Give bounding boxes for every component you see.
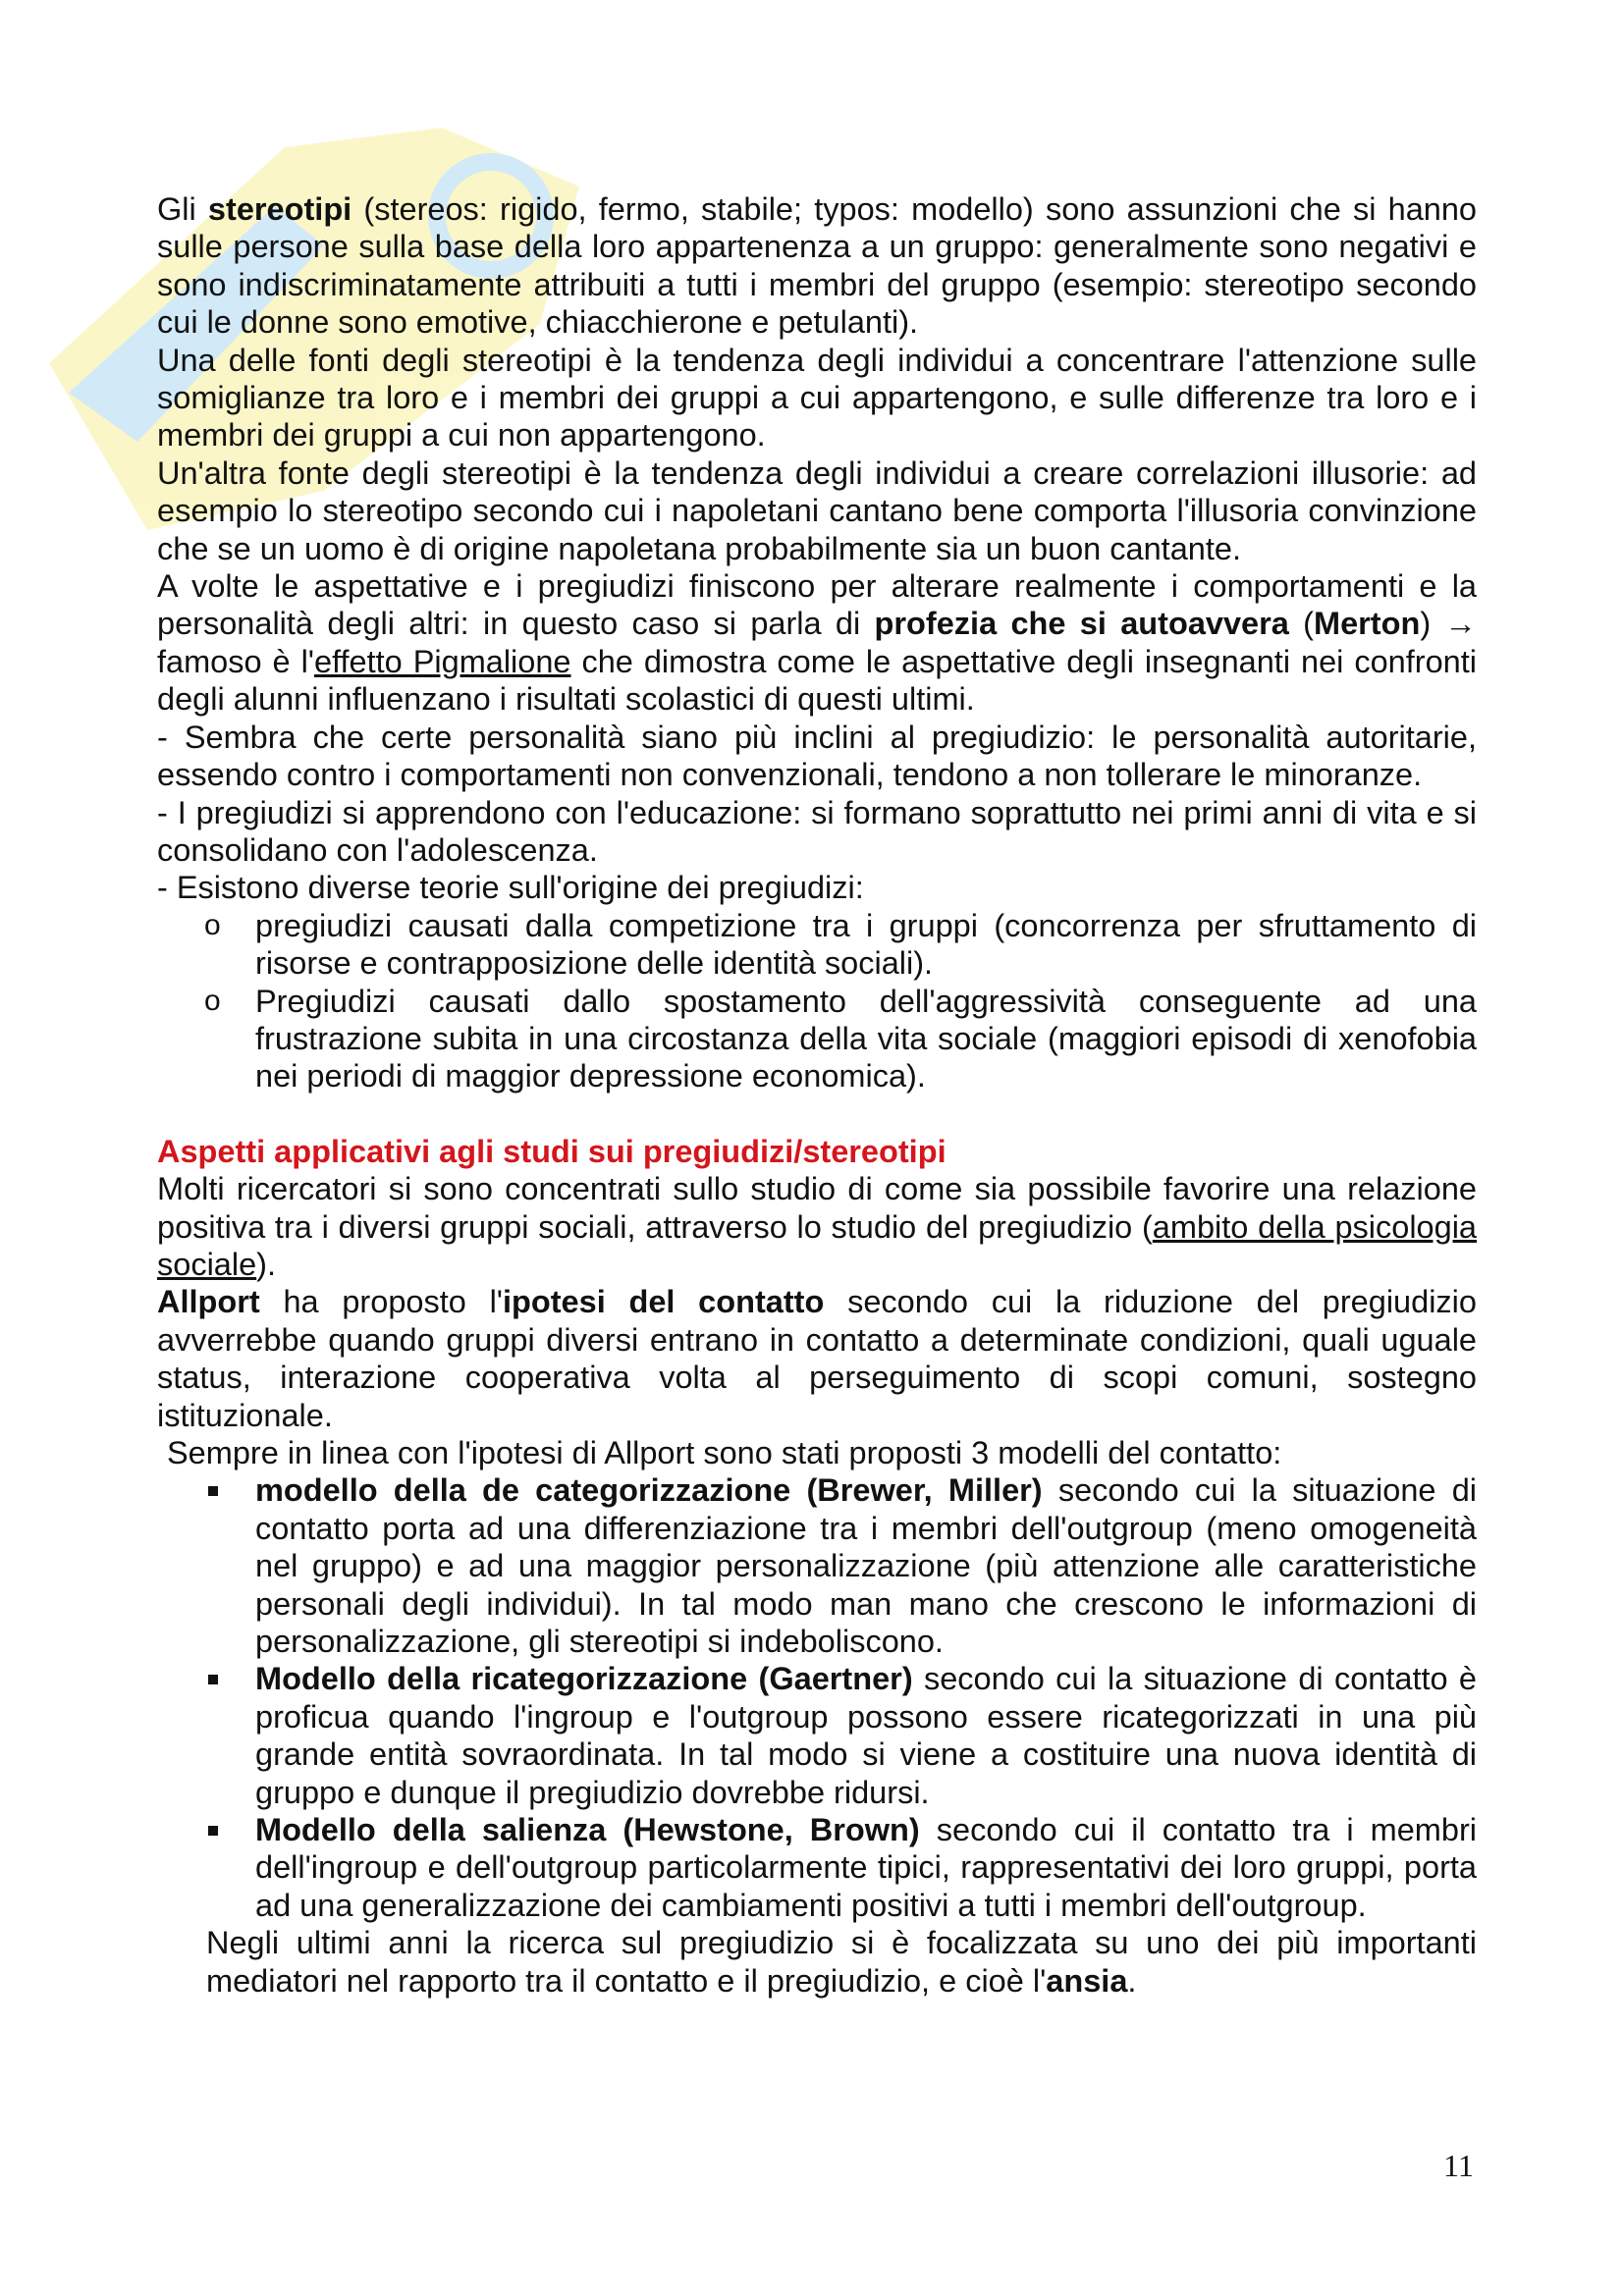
section-heading: Aspetti applicativi agli studi sui pregiudizi/stereotipi [157,1133,947,1169]
paragraph-origin-theories: - Esistono diverse teorie sull'origine dei pregiudizi: [157,870,864,906]
paragraph-contact-models-intro: Sempre in linea con l'ipotesi di Allport sono stati proposti 3 modelli del contatto: [167,1435,1282,1470]
list-item: Modello della salienza (Hewstone, Brown) secondo cui il contatto tra i membri dell'ingroup e dell'outgroup particolarmente tipici, rappresentativi dei loro gruppi, porta ad una generalizzazione dei cambiamenti positivi a tutti i membri dell'outgroup. [157,1811,1477,1924]
circle-bullet-icon: o [204,984,221,1017]
paragraph-learned-prejudice: - I pregiudizi si apprendono con l'educazione: si formano soprattutto nei primi anni di vita e si consolidano con l'adolescenza. [157,794,1477,868]
term-stereotipi: stereotipi [207,191,352,227]
list-item: Modello della ricategorizzazione (Gaertner) secondo cui la situazione di contatto è proficua quando l'ingroup e l'outgroup possono essere ricategorizzati in una più grande entità sovraordinata. In tal modo si viene a costituire una nuova identità di gruppo e dunque il pregiudizio dovrebbe ridursi. [157,1660,1477,1811]
term-ipotesi-contatto: ipotesi del contatto [503,1284,825,1320]
page-number: 11 [1443,2148,1474,2183]
paragraph-anxiety-mediator: Negli ultimi anni la ricerca sul pregiudizio si è focalizzata su uno dei più importanti mediatori nel rapporto tra il contatto e il pregiudizio, e cioè l'ansia. [206,1925,1477,1999]
paragraph-contact-hypothesis: Allport ha proposto l'ipotesi del contatto secondo cui la riduzione del pregiudizio avverrebbe quando gruppi diversi entrano in contatto a determinate condizioni, quali uguale status, interazione cooperativa volta al perseguimento di scopi comuni, sostegno istituzionale. [157,1284,1477,1433]
term-ansia: ansia [1046,1962,1128,1999]
circle-bullet-icon: o [204,908,221,941]
term-psicologia-sociale: ambito della psicologia sociale [157,1208,1477,1282]
term-profezia: profezia che si autoavvera [874,606,1289,642]
square-bullet-icon [208,1826,218,1836]
term-effetto-pigmalione: effetto Pigmalione [314,643,571,679]
author-merton: Merton [1314,606,1421,642]
contact-models-list [157,1471,1477,1924]
list-item: modello della de categorizzazione (Brewer, Miller) secondo cui la situazione di contatto porta ad una differenziazione tra i membri dell'outgroup (meno omogeneità nel gruppo) e ad una maggior personalizzazione (più attenzione alle caratteristiche personali degli individui). In tal modo man mano che crescono le informazioni di personalizzazione, gli stereotipi si indeboliscono. [157,1471,1477,1660]
paragraph-research-focus: Molti ricercatori si sono concentrati sullo studio di come sia possibile favorire una relazione positiva tra i diversi gruppi sociali, attraverso lo studio del pregiudizio (ambito della psicologia sociale). [157,1171,1477,1282]
list-item: o pregiudizi causati dalla competizione tra i gruppi (concorrenza per sfruttamento di risorse e contrapposizione delle identità sociali). [204,907,1477,982]
paragraph-stereotype-source-2: Un'altra fonte degli stereotipi è la tendenza degli individui a creare correlazioni illusorie: ad esempio lo stereotipo secondo cui i napoletani cantano bene comporta l'illusoria convinzione che se un uomo è di origine napoletana probabilmente sia un buon cantante. [157,454,1477,566]
arrow-right-icon: → [1444,606,1477,642]
author-allport: Allport [157,1284,260,1320]
document-body [157,190,1477,2000]
paragraph-stereotype-source-1: Una delle fonti degli stereotipi è la tendenza degli individui a concentrare l'attenzione sulle somiglianze tra loro e i membri dei gruppi a cui appartengono, e sulle differenze tra loro e i membri dei gruppi a cui non appartengono. [157,342,1477,454]
paragraph-self-fulfilling-prophecy: A volte le aspettative e i pregiudizi finiscono per alterare realmente i comportamenti e la personalità degli altri: in questo caso si parla di profezia che si autoavvera (Merton) → famoso è l'effetto Pigmalione che dimostra come le aspettative degli insegnanti nei confronti degli alunni influenzano i risultati scolastici di questi ultimi. [157,568,1477,718]
origin-theories-list [157,907,1477,1095]
list-item: o Pregiudizi causati dallo spostamento dell'aggressività conseguente ad una frustrazione subita in una circostanza della vita sociale (maggiori episodi di xenofobia nei periodi di maggior depressione economica). [204,983,1477,1095]
square-bullet-icon [208,1486,218,1496]
paragraph-stereotypes-definition: Gli stereotipi (stereos: rigido, fermo, stabile; typos: modello) sono assunzioni che si hanno sulle persone sulla base della loro appartenenza a un gruppo: generalmente sono negativi e sono indiscriminatamente attribuiti a tutti i membri del gruppo (esempio: stereotipo secondo cui le donne sono emotive, chiacchierone e petulanti). [157,191,1478,341]
paragraph-authoritarian-personality: - Sembra che certe personalità siano più inclini al pregiudizio: le personalità autoritarie, essendo contro i comportamenti non convenzionali, tendono a non tollerare le minoranze. [157,719,1477,793]
square-bullet-icon [208,1675,218,1684]
